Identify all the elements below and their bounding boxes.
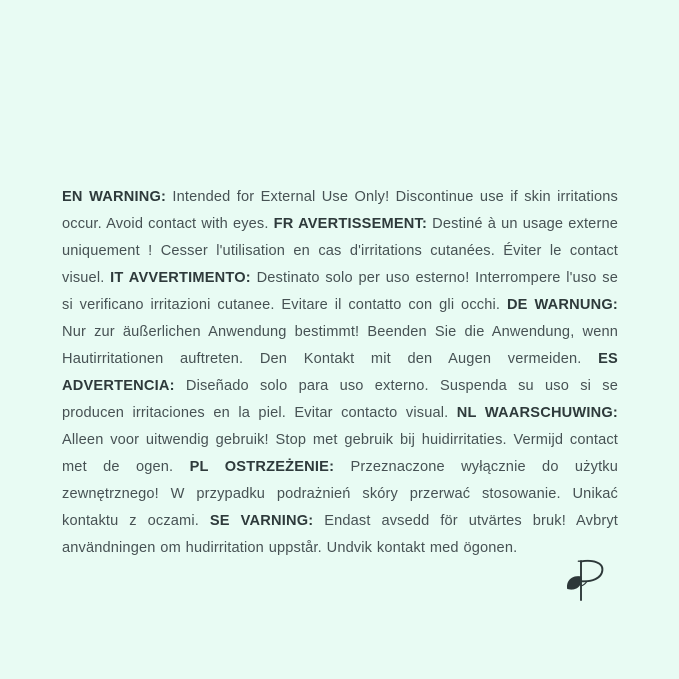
warning-body-en: Intended for External Use Only! Discontinue use if skin irritations occur. Avoid contact with eyes. <box>62 189 618 232</box>
warning-body-it: Destinato solo per uso esterno! Interrompere l'uso se si verificano irritazioni cutanee. Evitare il contatto con gli occhi. <box>62 270 618 313</box>
language-heading-en: EN WARNING: <box>62 189 167 205</box>
p-leaf-logo-icon <box>565 556 607 604</box>
warning-text <box>62 184 618 562</box>
warning-body-es: Diseñado solo para uso externo. Suspenda su uso si se producen irritaciones en la piel. Evitar contacto visual. <box>62 378 618 421</box>
language-heading-pl: PL OSTRZEŻENIE: <box>189 459 335 475</box>
language-heading-fr: FR AVERTISSEMENT: <box>273 216 428 232</box>
language-heading-nl: NL WAARSCHUWING: <box>456 405 618 421</box>
brand-logo <box>565 556 607 604</box>
warning-body-de: Nur zur äußerlichen Anwendung bestimmt! Beenden Sie die Anwendung, wenn Hautirritationen auftreten. Den Kontakt mit den Augen vermeiden. <box>62 324 618 367</box>
warning-body-se: Endast avsedd för utvärtes bruk! Avbryt användningen om hudirritation uppstår. Undvik kontakt med ögonen. <box>62 513 618 556</box>
language-heading-it: IT AVVERTIMENTO: <box>110 270 251 286</box>
warning-body-fr: Destiné à un usage externe uniquement ! Cesser l'utilisation en cas d'irritations cutanées. Éviter le contact visuel. <box>62 216 618 286</box>
language-heading-de: DE WARNUNG: <box>506 297 618 313</box>
language-heading-se: SE VARNING: <box>209 513 314 529</box>
warning-body-nl: Alleen voor uitwendig gebruik! Stop met gebruik bij huidirritaties. Vermijd contact met de ogen. <box>62 432 618 475</box>
warning-body-pl: Przeznaczone wyłącznie do użytku zewnętrznego! W przypadku podrażnień skóry przerwać stosowanie. Unikać kontaktu z oczami. <box>62 459 618 529</box>
language-heading-es: ES ADVERTENCIA: <box>62 351 618 394</box>
